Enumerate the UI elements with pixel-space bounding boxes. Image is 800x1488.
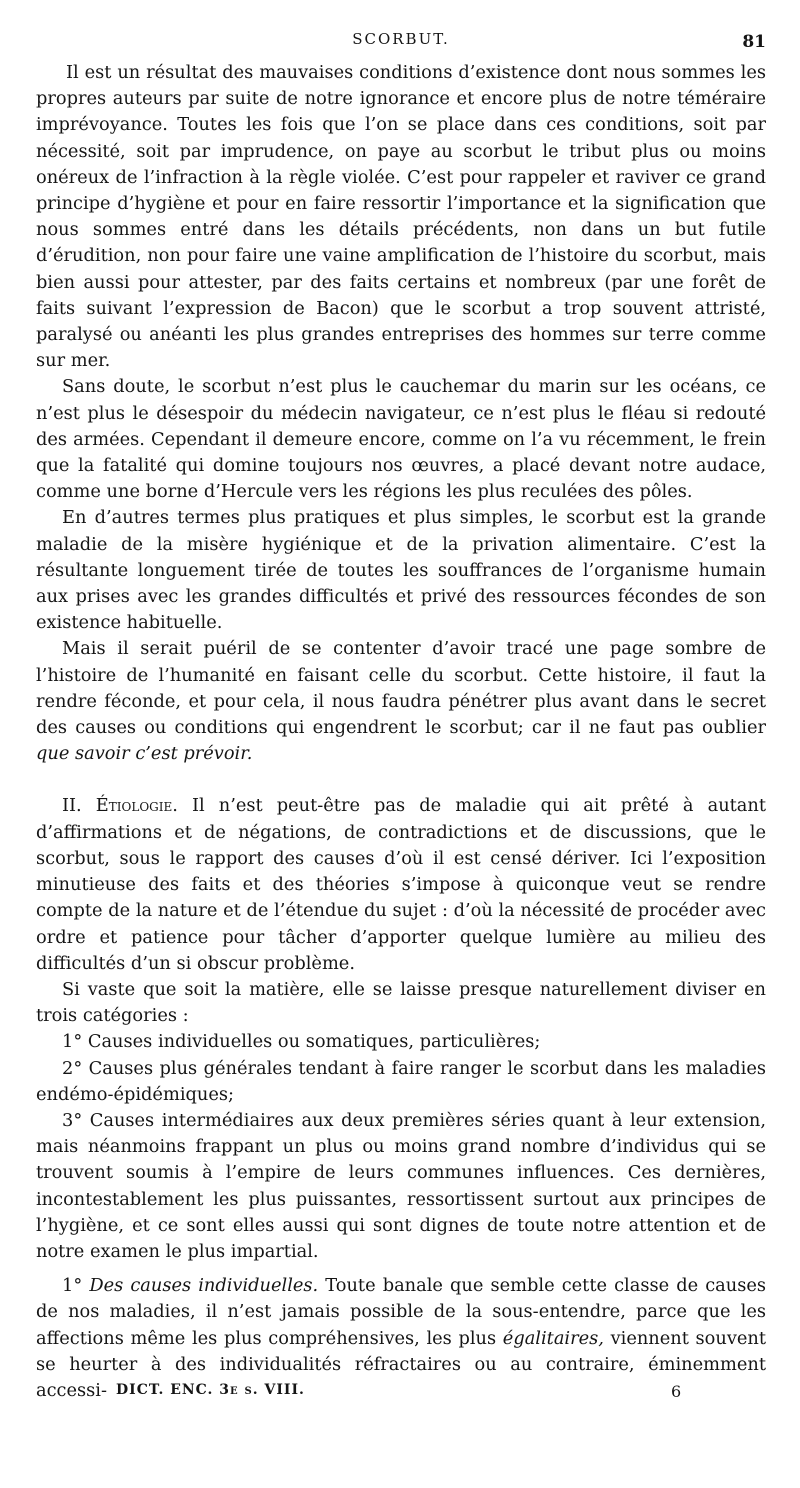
signature-number: 6 (671, 1382, 683, 1401)
body-text (36, 60, 766, 1404)
paragraph-4 (36, 636, 766, 767)
subsection-number: 1° (62, 1275, 83, 1297)
list-item-3: 3° Causes intermédiaires aux deux premières séries quant à leur extension, mais néanmoins frappant un plus ou moins grand nombre d’individus qui se trouvent soumis à l’empire de leurs communes influences. Ces dernières, incontestablement les plus puissantes, ressortissent surtout aux principes de l’hygiène, et ce sont elles aussi qui sont dignes de toute notre attention et de notre examen le plus impartial. (36, 1109, 766, 1262)
section-number: II. (62, 795, 82, 817)
paragraph-1: Il est un résultat des mauvaises conditions d’existence dont nous sommes les propres auteurs par suite de notre ignorance et encore plus de notre téméraire imprévoyance. Toutes les fois que l’on se place dans ces conditions, soit par nécessité, soit par imprudence, on paye au scorbut le tribut plus ou moins onéreux de l’infraction à la règle violée. C’est pour rappeler et raviver ce grand principe d’hygiène et pour en faire ressortir l’importance et la signification que nous sommes entré dans les détails précédents, non dans un but futile d’érudition, non pour faire une vaine amplification de l’histoire du scorbut, mais bien aussi pour attester, par des faits certains et nombreux (par une forêt de faits suivant l’expression de Bacon) que le scorbut a trop souvent attristé, paralysé ou anéanti les plus grandes entreprises des hommes sur terre comme sur mer. (36, 62, 766, 372)
page-number: 81 (742, 32, 766, 52)
page-footer (36, 1376, 766, 1406)
paragraph-6: Si vaste que soit la matière, elle se laisse presque naturellement diviser en trois catégories : (36, 978, 766, 1027)
etiology-paragraph (36, 793, 766, 976)
section-heading: Étiologie. (95, 795, 178, 817)
paragraph-3: En d’autres termes plus pratiques et plus simples, le scorbut est la grande maladie de la misère hygiénique et de la privation alimentaire. C’est la résultante longuement tirée de toutes les souffrances de l’organisme humain aux prises avec les grandes difficultés et privé des ressources fécondes de son existence habituelle. (36, 507, 766, 634)
page-header (36, 24, 766, 54)
paragraph-4-text: Mais il serait puéril de se contenter d’avoir tracé une page sombre de l’histoire de l’humanité en faisant celle du scorbut. Cette histoire, il faut la rendre féconde, et pour cela, il nous faudra pénétrer plus avant dans le secret des causes ou conditions qui engendrent le scorbut; car il ne faut pas oublier (36, 638, 766, 739)
signature-mark: DICT. ENC. 3e s. VIII. (116, 1382, 305, 1398)
paragraph-4-italic: que savoir c’est prévoir. (36, 743, 253, 765)
paragraph-2: Sans doute, le scorbut n’est plus le cauchemar du marin sur les océans, ce n’est plus le désespoir du médecin navigateur, ce n’est plus le fléau si redouté des armées. Cependant il demeure encore, comme on l’a vu récemment, le frein que la fatalité qui domine toujours nos œuvres, a placé devant notre audace, comme une borne d’Hercule vers les régions les plus reculées des pôles. (36, 376, 766, 503)
running-title: SCORBUT. (352, 30, 450, 48)
subsection-heading: Des causes individuelles. (89, 1275, 319, 1297)
individual-causes-italic: égalitaires, (502, 1327, 604, 1349)
list-item-2: 2° Causes plus générales tendant à faire ranger le scorbut dans les maladies endémo-épidémiques; (36, 1057, 766, 1105)
etiology-text: Il n’est peut-être pas de maladie qui ait prêté à autant d’affirmations et de négations, de contradictions et de discussions, que le scorbut, sous le rapport des causes d’où il est censé dériver. Ici l’exposition minutieuse des faits et des théories s’impose à quiconque veut se rendre compte de la nature et de l’étendue du sujet : d’où la nécessité de procéder avec ordre et patience pour tâcher d’apporter quelque lumière au milieu des difficultés d’un si obscur problème. (36, 795, 766, 974)
individual-causes-text-b: viennent souvent se heurter à des individualités réfractaires ou au contraire, éminemment accessi- (36, 1327, 766, 1401)
individual-causes-text-a: Toute banale que semble cette classe de causes de nos maladies, il n’est jamais possible de la sous-entendre, parce que les affections même les plus compréhensives, les plus (36, 1275, 766, 1349)
list-item-1: 1° Causes individuelles ou somatiques, particulières; (62, 1031, 541, 1053)
